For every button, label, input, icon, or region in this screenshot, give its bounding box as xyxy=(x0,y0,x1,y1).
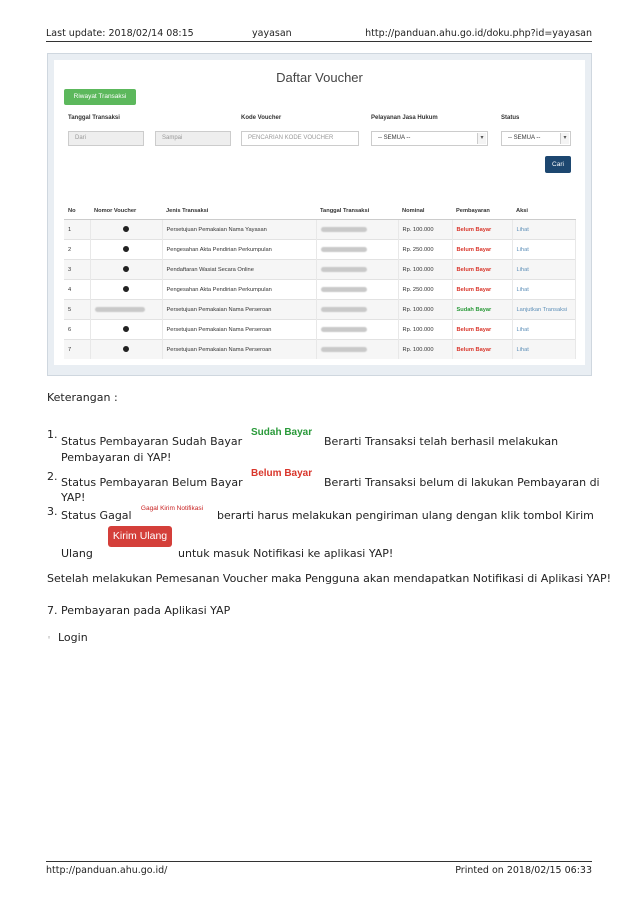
cell-nominal: Rp. 100.000 xyxy=(398,340,452,360)
sudah-bayar-badge: Sudah Bayar xyxy=(251,427,313,438)
last-update: Last update: 2018/02/14 08:15 xyxy=(46,28,194,39)
cell-pembayaran: Belum Bayar xyxy=(452,320,512,340)
kode-label: Kode Voucher xyxy=(241,115,282,121)
col-nominal: Nominal xyxy=(398,203,452,220)
page-footer xyxy=(46,865,592,879)
cell-no: 2 xyxy=(64,240,90,260)
cell-tanggal xyxy=(316,240,398,260)
cell-voucher xyxy=(90,300,162,320)
kode-voucher-input[interactable]: PENCARIAN KODE VOUCHER xyxy=(241,131,359,146)
item3-text-a: Status Gagal xyxy=(61,509,132,522)
cell-tanggal xyxy=(316,280,398,300)
cell-no: 5 xyxy=(64,300,90,320)
page-header xyxy=(46,28,592,42)
cell-nominal: Rp. 250.000 xyxy=(398,240,452,260)
cell-jenis: Pengesahan Akta Pendirian Perkumpulan xyxy=(162,240,316,260)
info-icon[interactable] xyxy=(123,246,129,252)
pelayanan-label: Pelayanan Jasa Hukum xyxy=(371,115,438,121)
pelayanan-value: -- SEMUA -- xyxy=(378,135,411,141)
section-heading: 7. Pembayaran pada Aplikasi YAP xyxy=(47,604,231,617)
cell-no: 1 xyxy=(64,220,90,240)
blurred-date xyxy=(321,227,367,232)
sampai-input[interactable]: Sampai xyxy=(155,131,231,146)
blurred-date xyxy=(321,267,367,272)
cell-tanggal xyxy=(316,300,398,320)
cell-jenis: Pengesahan Akta Pendirian Perkumpulan xyxy=(162,280,316,300)
item1-text-c: Pembayaran di YAP! xyxy=(61,451,172,464)
lanjutkan-link[interactable]: Lanjutkan Transaksi xyxy=(512,300,576,320)
cell-voucher xyxy=(90,260,162,280)
item-number-2: 2. xyxy=(47,470,58,483)
cell-jenis: Persetujuan Pemakaian Nama Perseroan xyxy=(162,340,316,360)
cell-no: 7 xyxy=(64,340,90,360)
cell-voucher xyxy=(90,240,162,260)
page-url: http://panduan.ahu.go.id/doku.php?id=yayasan xyxy=(365,28,592,39)
tanggal-label: Tanggal Transaksi xyxy=(68,115,120,121)
cari-button[interactable]: Cari xyxy=(545,156,571,173)
voucher-table xyxy=(64,203,576,359)
cell-nominal: Rp. 100.000 xyxy=(398,260,452,280)
table-row xyxy=(64,240,576,260)
dari-input[interactable]: Dari xyxy=(68,131,144,146)
table-row xyxy=(64,320,576,340)
table-row xyxy=(64,300,576,320)
cell-tanggal xyxy=(316,320,398,340)
item2-text-b: Berarti Transaksi belum di lakukan Pembayaran di xyxy=(324,476,600,489)
info-icon[interactable] xyxy=(123,286,129,292)
footer-printed: Printed on 2018/02/15 06:33 xyxy=(455,865,592,876)
cell-nominal: Rp. 100.000 xyxy=(398,220,452,240)
table-row xyxy=(64,340,576,360)
lihat-link[interactable]: Lihat xyxy=(512,340,576,360)
table-row xyxy=(64,260,576,280)
status-label: Status xyxy=(501,115,520,121)
cell-pembayaran: Belum Bayar xyxy=(452,280,512,300)
col-pembayaran: Pembayaran xyxy=(452,203,512,220)
gagal-kirim-badge: Gagal Kirim Notifikasi xyxy=(140,505,204,512)
item1-text-a: Status Pembayaran Sudah Bayar xyxy=(61,435,243,448)
belum-bayar-badge: Belum Bayar xyxy=(251,468,313,479)
col-jenis-transaksi: Jenis Transaksi xyxy=(162,203,316,220)
item3-text-d: untuk masuk Notifikasi ke aplikasi YAP! xyxy=(178,547,394,560)
item2-text-a: Status Pembayaran Belum Bayar xyxy=(61,476,243,489)
table-row xyxy=(64,220,576,240)
login-item: Login xyxy=(58,631,88,644)
cell-pembayaran: Sudah Bayar xyxy=(452,300,512,320)
cell-tanggal xyxy=(316,260,398,280)
lihat-link[interactable]: Lihat xyxy=(512,240,576,260)
voucher-panel xyxy=(54,60,585,365)
status-select[interactable] xyxy=(501,131,571,146)
cell-voucher xyxy=(90,220,162,240)
cell-jenis: Persetujuan Pemakaian Nama Perseroan xyxy=(162,320,316,340)
lihat-link[interactable]: Lihat xyxy=(512,280,576,300)
keterangan-heading: Keterangan : xyxy=(47,391,118,404)
bullet-icon: ◦ xyxy=(47,634,52,642)
chevron-down-icon: ▾ xyxy=(477,133,486,144)
cell-jenis: Pendaftaran Wasiat Secara Online xyxy=(162,260,316,280)
item1-text-b: Berarti Transaksi telah berhasil melakukan xyxy=(324,435,559,448)
col-tanggal: Tanggal Transaksi xyxy=(316,203,398,220)
page-name: yayasan xyxy=(252,28,292,39)
cell-jenis: Persetujuan Pemakaian Nama Perseroan xyxy=(162,300,316,320)
col-aksi: Aksi xyxy=(512,203,576,220)
cell-jenis: Persetujuan Pemakaian Nama Yayasan xyxy=(162,220,316,240)
blurred-date xyxy=(321,307,367,312)
blurred-date xyxy=(321,247,367,252)
cell-pembayaran: Belum Bayar xyxy=(452,240,512,260)
cell-nominal: Rp. 250.000 xyxy=(398,280,452,300)
table-header-row xyxy=(64,203,576,220)
item3-text-c: Ulang xyxy=(61,547,93,560)
info-icon[interactable] xyxy=(123,266,129,272)
item3-text-b: berarti harus melakukan pengiriman ulang dengan klik tombol Kirim xyxy=(217,509,594,522)
cell-tanggal xyxy=(316,220,398,240)
lihat-link[interactable]: Lihat xyxy=(512,220,576,240)
cell-voucher xyxy=(90,340,162,360)
lihat-link[interactable]: Lihat xyxy=(512,260,576,280)
cell-nominal: Rp. 100.000 xyxy=(398,300,452,320)
cell-no: 6 xyxy=(64,320,90,340)
item2-text-c: YAP! xyxy=(61,491,86,504)
pelayanan-select[interactable] xyxy=(371,131,488,146)
blurred-date xyxy=(321,347,367,352)
cell-pembayaran: Belum Bayar xyxy=(452,260,512,280)
col-nomor-voucher: Nomor Voucher xyxy=(90,203,162,220)
header-divider xyxy=(46,41,592,42)
cell-no: 3 xyxy=(64,260,90,280)
lihat-link[interactable]: Lihat xyxy=(512,320,576,340)
info-icon[interactable] xyxy=(123,346,129,352)
blurred-voucher xyxy=(95,307,145,312)
voucher-screenshot xyxy=(47,53,592,376)
col-no: No xyxy=(64,203,90,220)
cell-pembayaran: Belum Bayar xyxy=(452,220,512,240)
cell-nominal: Rp. 100.000 xyxy=(398,320,452,340)
table-row xyxy=(64,280,576,300)
item-number-1: 1. xyxy=(47,428,58,441)
blurred-date xyxy=(321,287,367,292)
cell-pembayaran: Belum Bayar xyxy=(452,340,512,360)
blurred-date xyxy=(321,327,367,332)
cell-no: 4 xyxy=(64,280,90,300)
footer-divider xyxy=(46,861,592,862)
chevron-down-icon: ▾ xyxy=(560,133,569,144)
kirim-ulang-button: Kirim Ulang xyxy=(108,526,172,547)
cell-voucher xyxy=(90,320,162,340)
status-value: -- SEMUA -- xyxy=(508,135,541,141)
footer-site: http://panduan.ahu.go.id/ xyxy=(46,865,168,876)
info-icon[interactable] xyxy=(123,226,129,232)
info-icon[interactable] xyxy=(123,326,129,332)
cell-voucher xyxy=(90,280,162,300)
riwayat-transaksi-button[interactable]: Riwayat Transaksi xyxy=(64,89,136,105)
item-number-3: 3. xyxy=(47,505,58,518)
notifikasi-paragraph: Setelah melakukan Pemesanan Voucher maka Pengguna akan mendapatkan Notifikasi di Aplikasi YAP! xyxy=(47,572,612,585)
panel-title: Daftar Voucher xyxy=(276,70,363,85)
cell-tanggal xyxy=(316,340,398,360)
